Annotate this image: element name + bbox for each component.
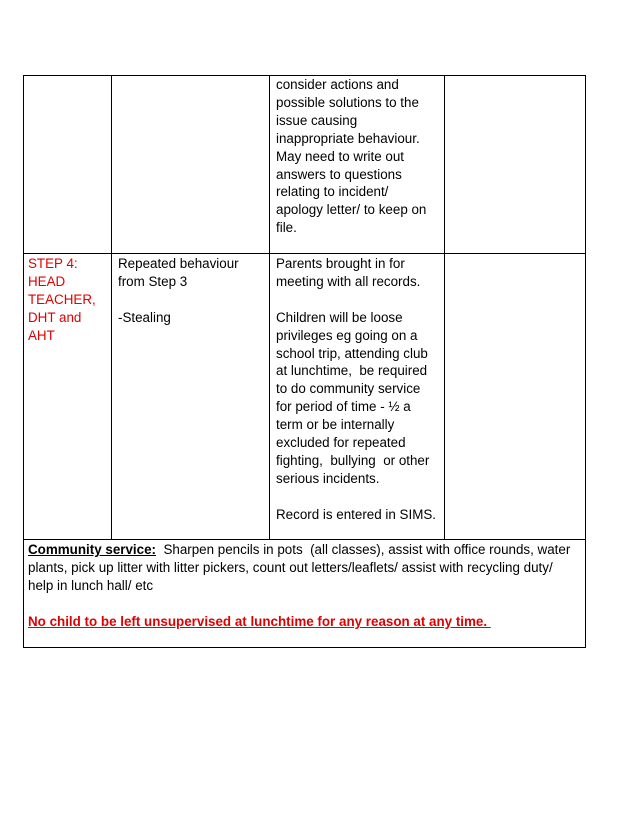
behaviour-cell — [118, 255, 269, 327]
step-label-line: DHT and — [28, 309, 82, 325]
text-line: to do community service — [276, 381, 421, 397]
behaviour-example: -Stealing — [118, 309, 171, 325]
column-divider — [111, 75, 112, 539]
row-divider — [23, 253, 586, 254]
text-line: at lunchtime, be required — [276, 363, 428, 379]
step-4-cell — [28, 255, 111, 345]
actions-cell — [276, 255, 444, 524]
supervision-warning: No child to be left unsupervised at lunchtime for any reason at any time. — [28, 613, 491, 629]
text-line: term or be internally — [276, 417, 395, 433]
community-service-text: Sharpen pencils in pots (all classes), assist with office rounds, water — [156, 542, 571, 557]
step-label-line: STEP 4: — [28, 256, 78, 271]
text-line: consider actions and — [276, 77, 399, 92]
text-line: school trip, attending club — [276, 345, 428, 361]
text-line: Children will be loose — [276, 309, 403, 325]
text-line: inappropriate behaviour. — [276, 130, 420, 146]
text-line: Repeated behaviour — [118, 256, 239, 271]
table-bottom-border — [23, 647, 586, 648]
behaviour-steps-table — [23, 75, 586, 648]
text-line: excluded for repeated — [276, 435, 406, 451]
community-service-text: plants, pick up litter with litter pickers, count out letters/leaflets/ assist with recycling duty/ — [28, 559, 553, 575]
row-divider — [23, 539, 586, 540]
community-service-cell — [28, 541, 583, 631]
column-divider — [444, 75, 445, 539]
community-service-text: help in lunch hall/ etc — [28, 577, 154, 593]
text-line: meeting with all records. — [276, 273, 421, 289]
text-line: Record is entered in SIMS. — [276, 506, 437, 522]
text-line: issue causing — [276, 112, 358, 128]
text-line: privileges eg going on a — [276, 327, 418, 343]
community-service-label: Community service: — [28, 542, 156, 557]
text-line: apology letter/ to keep on — [276, 202, 427, 218]
step-label-line: HEAD — [28, 273, 66, 289]
column-divider — [269, 75, 270, 539]
text-line: answers to questions — [276, 166, 402, 182]
text-line: May need to write out — [276, 148, 405, 164]
text-line: from Step 3 — [118, 273, 188, 289]
text-line: relating to incident/ — [276, 184, 389, 200]
text-line: fighting, bullying or other — [276, 452, 430, 468]
text-line: serious incidents. — [276, 470, 380, 486]
text-line: file. — [276, 220, 297, 236]
table-left-border — [23, 75, 24, 648]
text-line: for period of time - ½ a — [276, 399, 411, 415]
actions-cell-continued — [276, 76, 444, 237]
text-line: Parents brought in for — [276, 256, 405, 271]
step-label-line: TEACHER, — [28, 291, 96, 307]
table-right-border — [585, 75, 586, 648]
text-line: possible solutions to the — [276, 94, 419, 110]
step-label-line: AHT — [28, 327, 55, 343]
